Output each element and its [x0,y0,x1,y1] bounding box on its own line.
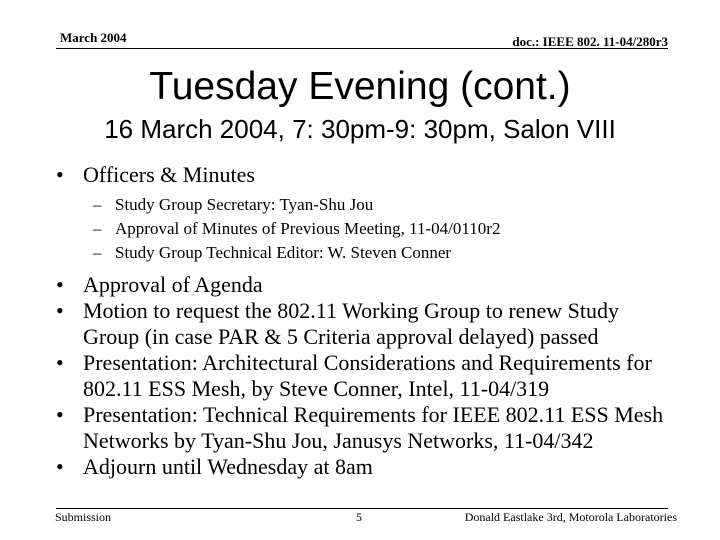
bullet-item [56,272,678,298]
header-doc-id: doc.: IEEE 802. 11-04/280r3 [512,34,668,49]
bullet-text: Approval of Agenda [83,272,263,297]
dash-icon: – [93,195,102,214]
sub-bullet-item [83,193,678,217]
header-divider [56,48,668,49]
bullet-item [56,350,678,402]
bullet-text: Presentation: Technical Requirements for IEEE 802.11 ESS Mesh Networks by Tyan-Shu Jou, Janusys Networks, 11-04/342 [83,402,664,453]
bullet-icon: • [56,350,64,375]
sub-bullet-item [83,241,678,265]
bullet-list [56,162,678,480]
bullet-item [56,402,678,454]
sub-bullet-list [83,193,678,265]
sub-bullet-text: Study Group Secretary: Tyan-Shu Jou [115,195,374,214]
bullet-icon: • [56,272,64,297]
bullet-text: Presentation: Architectural Considerations and Requirements for 802.11 ESS Mesh, by Steve Conner, Intel, 11-04/319 [83,350,652,401]
sub-bullet-text: Study Group Technical Editor: W. Steven Conner [115,243,452,262]
bullet-text: Motion to request the 802.11 Working Group to renew Study Group (in case PAR & 5 Criteria approval delayed) passed [83,298,619,349]
sub-bullet-text: Approval of Minutes of Previous Meeting, 11-04/0110r2 [115,219,501,238]
bullet-item [56,454,678,480]
bullet-item [56,298,678,350]
page-number: 5 [356,510,362,524]
header-date: March 2004 [60,30,127,45]
bullet-item [56,162,678,265]
footer-submission: Submission [55,510,112,524]
bullet-icon: • [56,162,64,187]
bullet-text: Officers & Minutes [83,162,255,187]
sub-bullet-item [83,217,678,241]
bullet-text: Adjourn until Wednesday at 8am [83,454,373,479]
footer-divider [56,508,668,509]
bullet-icon: • [56,454,64,479]
slide-title: Tuesday Evening (cont.) [149,65,571,108]
dash-icon: – [93,243,102,262]
bullet-icon: • [56,402,64,427]
bullet-icon: • [56,298,64,323]
slide-subtitle: 16 March 2004, 7: 30pm-9: 30pm, Salon VIII [104,114,616,144]
dash-icon: – [93,219,102,238]
footer-author: Donald Eastlake 3rd, Motorola Laboratories [464,510,677,524]
